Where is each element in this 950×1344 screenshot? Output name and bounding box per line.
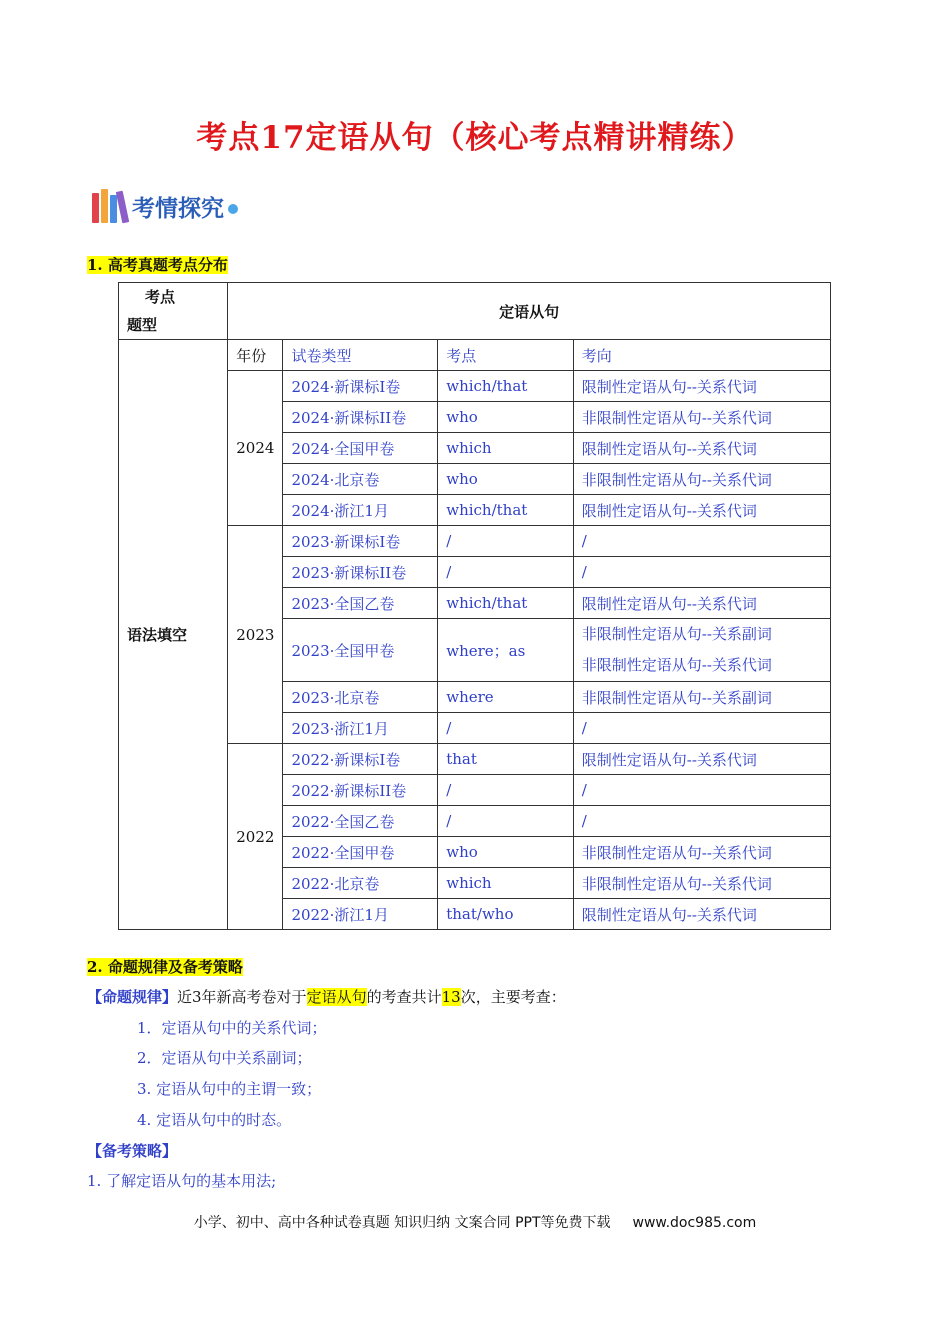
direction-cell — [573, 806, 830, 837]
point-cell: which/that — [438, 371, 574, 402]
paper-cell: 2024·浙江1月 — [283, 495, 438, 526]
paper-cell: 2024·新课标I卷 — [283, 371, 438, 402]
paper-cell: 2022·全国甲卷 — [283, 837, 438, 868]
direction-line: 非限制性定语从句--关系代词 — [581, 656, 772, 674]
paper-cell: 2023·全国甲卷 — [283, 619, 438, 682]
header-corner-cell — [119, 283, 228, 340]
direction-cell — [573, 433, 830, 464]
rule-paragraph: 【命题规律】近3年新高考卷对于定语从句的考查共计13次，主要考查： — [87, 988, 566, 1006]
paper-cell: 2023·新课标I卷 — [283, 526, 438, 557]
year-cell: 2023 — [228, 526, 283, 744]
paper-cell: 2022·新课标II卷 — [283, 775, 438, 806]
point-cell: which — [438, 433, 574, 464]
point-cell: which — [438, 868, 574, 899]
direction-cell — [573, 402, 830, 433]
direction-line: 非限制性定语从句--关系代词 — [581, 470, 772, 489]
table-column-header-row — [119, 340, 831, 371]
direction-cell — [573, 588, 830, 619]
direction-line: / — [581, 719, 587, 737]
section2-heading: 2. 命题规律及备考策略 — [87, 958, 243, 976]
direction-cell — [573, 464, 830, 495]
point-cell: that/who — [438, 899, 574, 930]
rule-item: 1．定语从句中的关系代词； — [137, 1019, 327, 1037]
paper-cell: 2023·新课标II卷 — [283, 557, 438, 588]
paper-cell: 2024·全国甲卷 — [283, 433, 438, 464]
table-header-row — [119, 283, 831, 340]
direction-line: 非限制性定语从句--关系副词 — [581, 625, 772, 643]
direction-line: 限制性定语从句--关系代词 — [581, 594, 757, 613]
rule-item: 2．定语从句中关系副词； — [137, 1049, 312, 1067]
direction-cell — [573, 899, 830, 930]
point-cell: who — [438, 464, 574, 495]
direction-line: / — [581, 532, 587, 550]
direction-cell — [573, 526, 830, 557]
direction-line: 非限制性定语从句--关系副词 — [581, 688, 772, 707]
footer — [0, 1212, 950, 1232]
direction-cell — [573, 837, 830, 868]
paper-cell: 2022·新课标I卷 — [283, 744, 438, 775]
paper-cell: 2023·浙江1月 — [283, 713, 438, 744]
count-highlight: 13 — [441, 988, 461, 1006]
footer-url[interactable]: www.doc985.com — [632, 1215, 757, 1231]
row-type-cell: 语法填空 — [119, 340, 228, 930]
direction-cell — [573, 713, 830, 744]
paper-cell: 2022·北京卷 — [283, 868, 438, 899]
paper-cell: 2022·全国乙卷 — [283, 806, 438, 837]
footer-text: 小学、初中、高中各种试卷真题 知识归纳 文案合同 PPT等免费下载 — [193, 1215, 611, 1231]
exam-distribution-table — [118, 282, 831, 930]
year-cell: 2024 — [228, 371, 283, 526]
paper-cell: 2022·浙江1月 — [283, 899, 438, 930]
point-cell: / — [438, 557, 574, 588]
section-banner — [92, 186, 238, 226]
strategy-item: 1. 了解定语从句的基本用法; — [87, 1172, 277, 1190]
header-kaodian: 考点 — [145, 288, 176, 306]
direction-line: 限制性定语从句--关系代词 — [581, 501, 757, 520]
direction-cell — [573, 619, 830, 682]
direction-cell — [573, 495, 830, 526]
col-paper-header: 试卷类型 — [283, 340, 438, 371]
direction-line: 非限制性定语从句--关系代词 — [581, 874, 772, 893]
col-direction-header: 考向 — [573, 340, 830, 371]
direction-cell — [573, 775, 830, 806]
rule-item: 3. 定语从句中的主谓一致； — [137, 1080, 322, 1098]
direction-line: 限制性定语从句--关系代词 — [581, 750, 757, 769]
direction-cell — [573, 371, 830, 402]
point-cell: / — [438, 775, 574, 806]
point-cell: that — [438, 744, 574, 775]
header-tixing: 题型 — [127, 316, 158, 334]
paper-cell: 2023·北京卷 — [283, 682, 438, 713]
point-cell: where — [438, 682, 574, 713]
point-cell: / — [438, 526, 574, 557]
point-cell: which/that — [438, 588, 574, 619]
direction-line: 限制性定语从句--关系代词 — [581, 439, 757, 458]
year-cell: 2022 — [228, 744, 283, 930]
col-point-header: 考点 — [438, 340, 574, 371]
page-title: 考点17定语从句（核心考点精讲精练） — [196, 120, 754, 156]
direction-line: 非限制性定语从句--关系代词 — [581, 843, 772, 862]
point-cell: / — [438, 806, 574, 837]
header-topic-cell: 定语从句 — [228, 283, 831, 340]
banner-label: 考情探究 — [132, 195, 224, 222]
paper-cell: 2024·北京卷 — [283, 464, 438, 495]
paper-cell: 2023·全国乙卷 — [283, 588, 438, 619]
topic-highlight: 定语从句 — [306, 988, 367, 1006]
dot-icon — [228, 204, 238, 214]
direction-cell — [573, 682, 830, 713]
books-icon — [92, 189, 126, 223]
rule-item: 4. 定语从句中的时态。 — [137, 1111, 292, 1129]
direction-line: 非限制性定语从句--关系代词 — [581, 408, 772, 427]
direction-cell — [573, 744, 830, 775]
point-cell: which/that — [438, 495, 574, 526]
direction-line: / — [581, 563, 587, 581]
direction-line: 限制性定语从句--关系代词 — [581, 377, 757, 396]
direction-cell — [573, 868, 830, 899]
paper-cell: 2024·新课标II卷 — [283, 402, 438, 433]
rule-label: 【命题规律】 — [87, 988, 178, 1006]
direction-line: / — [581, 781, 587, 799]
point-cell: who — [438, 837, 574, 868]
direction-cell — [573, 557, 830, 588]
point-cell: who — [438, 402, 574, 433]
section1-heading: 1. 高考真题考点分布 — [87, 256, 228, 274]
direction-line: / — [581, 812, 587, 830]
direction-line: 限制性定语从句--关系代词 — [581, 905, 757, 924]
point-cell: where；as — [438, 619, 574, 682]
col-year-header: 年份 — [228, 340, 283, 371]
strategy-label: 【备考策略】 — [87, 1142, 178, 1160]
point-cell: / — [438, 713, 574, 744]
